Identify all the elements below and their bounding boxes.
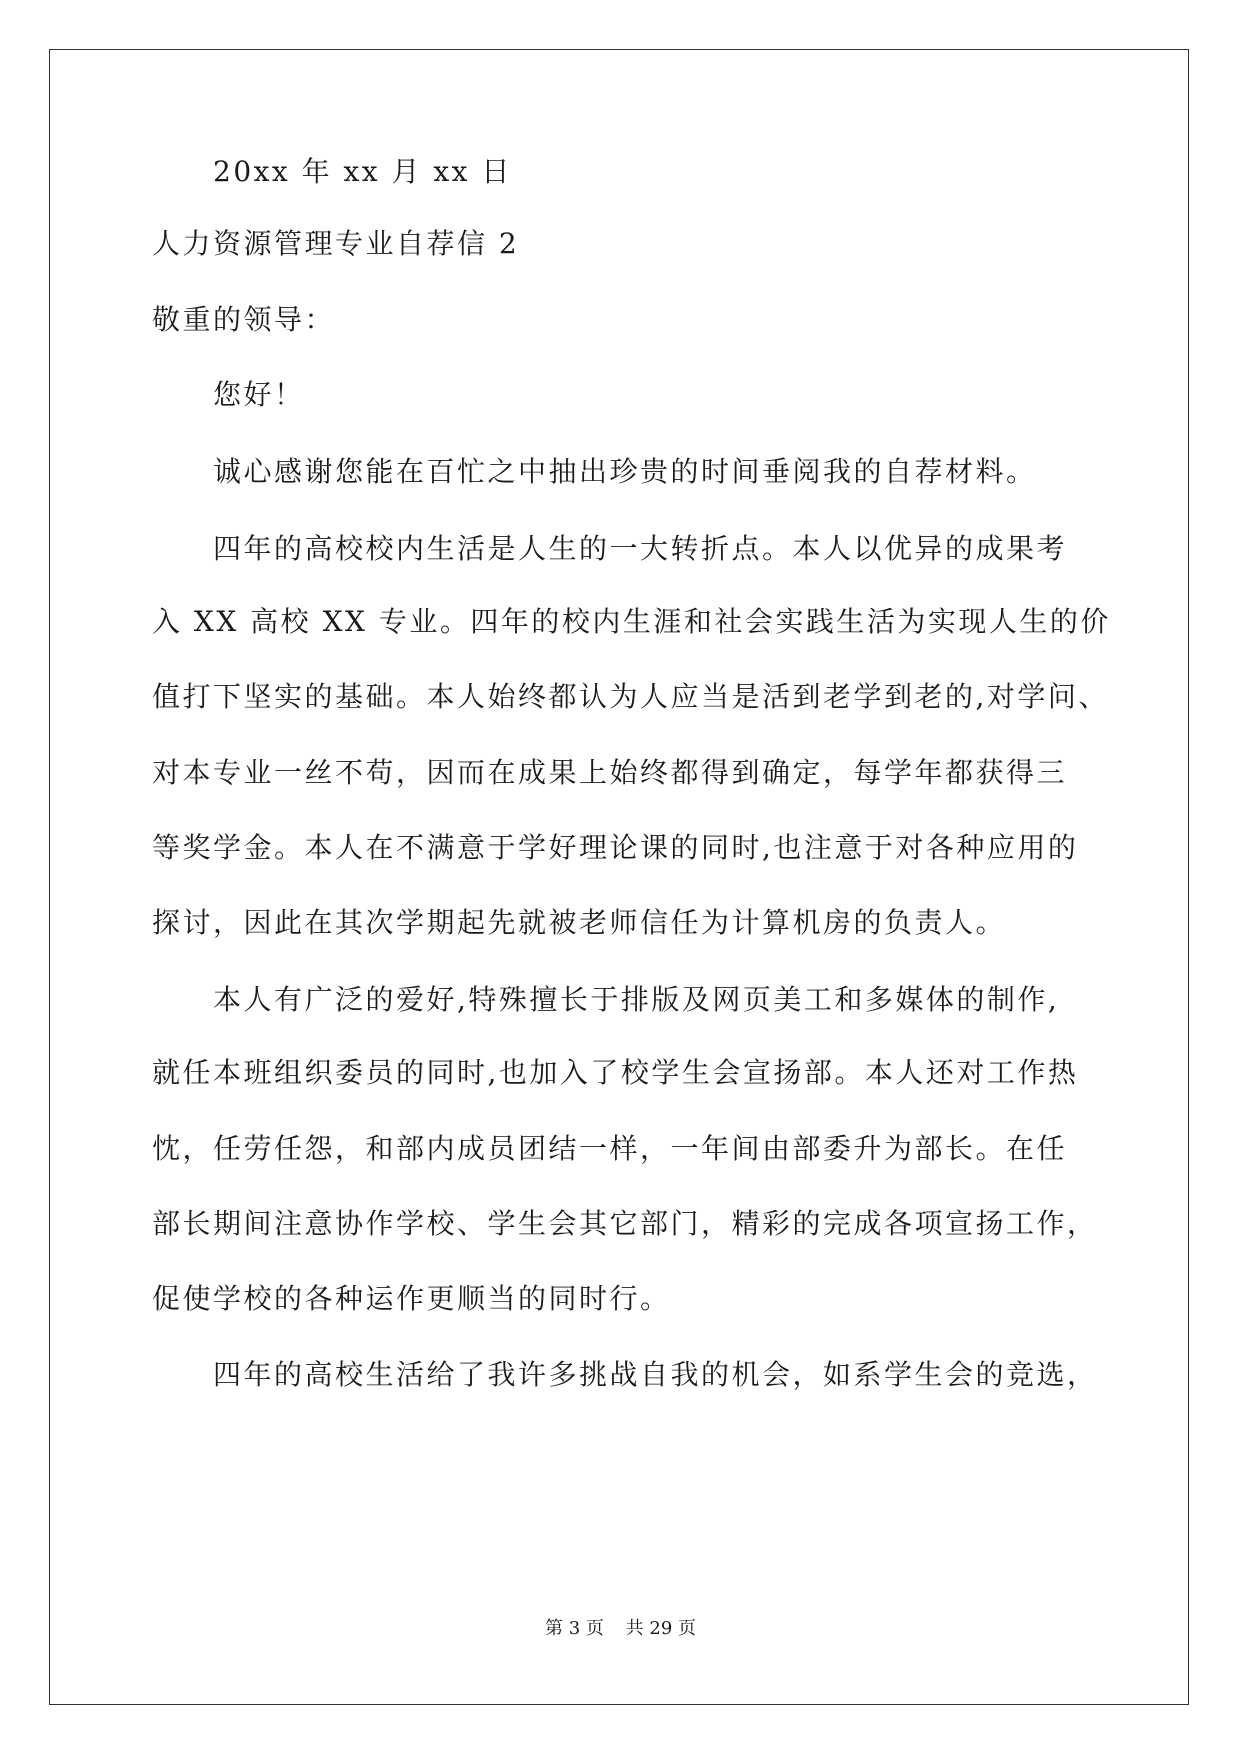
page-footer [0, 1618, 1241, 1640]
paragraph-line: 对本专业一丝不苟，因而在成果上始终都得到确定，每学年都获得三 [152, 756, 1068, 789]
paragraph-line: 探讨，因此在其次学期起先就被老师信任为计算机房的负责人。 [152, 906, 1007, 939]
paragraph-line: 部长期间注意协作学校、学生会其它部门，精彩的完成各项宣扬工作， [152, 1207, 1098, 1240]
salutation: 敬重的领导： [152, 303, 336, 336]
paragraph-line: 四年的高校校内生活是人生的一大转折点。本人以优异的成果考 [213, 532, 1068, 565]
page-frame [49, 49, 1189, 1705]
paragraph-line: 四年的高校生活给了我许多挑战自我的机会，如系学生会的竞选， [213, 1358, 1098, 1391]
greeting: 您好！ [213, 378, 305, 411]
paragraph-line: 等奖学金。本人在不满意于学好理论课的同时,也注意于对各种应用的 [152, 831, 1079, 864]
paragraph-line: 促使学校的各种运作更顺当的同时行。 [152, 1282, 671, 1315]
page-number-current: 第 3 页 [545, 1618, 604, 1639]
paragraph-line: 本人有广泛的爱好,特殊擅长于排版及网页美工和多媒体的制作, [213, 983, 1060, 1016]
page-number-total: 共 29 页 [625, 1618, 696, 1639]
paragraph-line: 忱，任劳任怨，和部内成员团结一样，一年间由部委升为部长。在任 [152, 1132, 1068, 1165]
paragraph-line: 就任本班组织委员的同时,也加入了校学生会宣扬部。本人还对工作热 [152, 1056, 1079, 1089]
date-line: 20xx 年 xx 月 xx 日 [213, 155, 512, 188]
letter-title: 人力资源管理专业自荐信 2 [152, 227, 520, 260]
paragraph-line: 值打下坚实的基础。本人始终都认为人应当是活到老学到老的,对学问、 [152, 680, 1109, 713]
paragraph-line: 诚心感谢您能在百忙之中抽出珍贵的时间垂阅我的自荐材料。 [213, 455, 1037, 488]
paragraph-line: 入 XX 高校 XX 专业。四年的校内生涯和社会实践生活为实现人生的价 [152, 605, 1111, 638]
